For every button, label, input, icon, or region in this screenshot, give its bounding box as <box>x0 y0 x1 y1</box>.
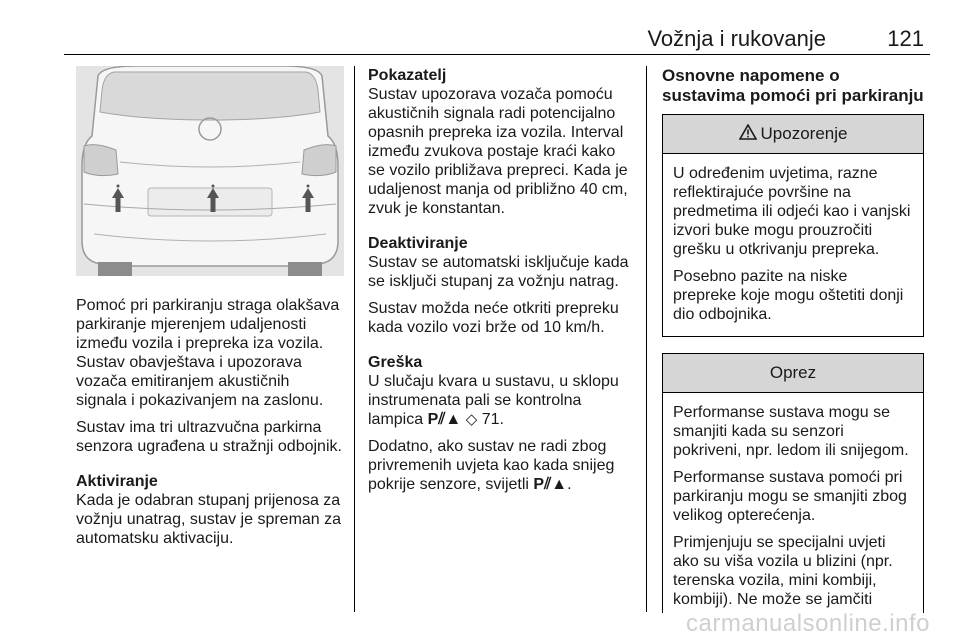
column-divider-1 <box>354 66 355 612</box>
parking-warning-lamp-icon-2: P⫽▲ <box>533 476 568 493</box>
pokazatelj-section <box>368 66 634 218</box>
greska-text: U slučaju kvara u sustavu, u sklopu instrumenata pali se kontrolna lampica <box>368 373 619 428</box>
column-2 <box>368 66 634 506</box>
aktiviranje-section <box>76 472 344 548</box>
caution-paragraph-1: Performanse sustava mogu se smanjiti kada su senzori pokriveni, npr. ledom ili snijegom. <box>673 404 909 459</box>
column-3 <box>662 66 924 613</box>
parking-warning-lamp-icon: P⫽▲ <box>427 411 462 428</box>
caution-box-body <box>663 393 923 613</box>
page-reference-link[interactable]: 71. <box>481 411 504 428</box>
greska-text-2-end: . <box>567 476 572 493</box>
chapter-title: Vožnja i rukovanje <box>647 26 826 51</box>
intro-paragraph-2: Sustav ima tri ultrazvučna parkirna senzora ugrađena u stražnji odbojnik. <box>76 419 342 455</box>
aktiviranje-text: Kada je odabran stupanj prijenosa za vožnju unatrag, sustav je spreman za automatsku aktivaciju. <box>76 492 342 547</box>
page-reference-arrow-icon: ◇ <box>465 411 478 428</box>
watermark: carmanualsonline.info <box>686 610 930 637</box>
caution-box-header <box>663 354 923 393</box>
warning-triangle-icon <box>739 124 757 145</box>
warning-paragraph-2: Posebno pazite na niske prepreke koje mogu oštetiti donji dio odbojnika. <box>673 268 904 323</box>
caution-box-title: Oprez <box>769 363 817 382</box>
caution-paragraph-3: Primjenjuju se specijalni uvjeti ako su viša vozila u blizini (npr. terenska vozila, mini kombiji, kombiji). Ne može se jamčiti <box>673 534 893 608</box>
warning-paragraph-1: U određenim uvjetima, razne reflektirajuće površine na predmetima ili odjeći kao i vanjski izvori buke mogu prouzročiti grešku u otkrivanju prepreka. <box>673 165 911 258</box>
warning-box <box>662 114 924 337</box>
greska-paragraph-2 <box>368 437 634 494</box>
deaktiviranje-paragraph-1: Sustav se automatski isključuje kada se isključi stupanj za vožnju natrag. <box>368 254 629 290</box>
section-title: Osnovne napomene o sustavima pomoći pri parkiranju <box>662 66 924 105</box>
car-rear-parking-sensors-illustration <box>76 66 344 276</box>
caution-box <box>662 353 924 613</box>
intro-paragraph-1: Pomoć pri parkiranju straga olakšava parkiranje mjerenjem udaljenosti između vozila i prepreka iza vozila. Sustav obavještava i upozorava vozača emitiranjem akustičnih signala i pokazivanjem na zaslonu. <box>76 297 340 409</box>
deaktiviranje-section <box>368 234 634 337</box>
caution-paragraph-2: Performanse sustava pomoći pri parkiranju mogu se smanjiti zbog velikog opterećenja. <box>673 469 907 524</box>
greska-text-2: Dodatno, ako sustav ne radi zbog privremenih uvjeta kao kada snijeg pokrije senzore, svijetli <box>368 438 615 493</box>
warning-box-title: Upozorenje <box>760 124 848 143</box>
deaktiviranje-heading: Deaktiviranje <box>368 235 468 252</box>
aktiviranje-heading: Aktiviranje <box>76 473 158 490</box>
pokazatelj-text: Sustav upozorava vozača pomoću akustičnih signala radi potencijalno opasnih prepreka iza vozila. Interval između zvukova postaje kraći kako se vozilo približava prepreci. Kada je udaljenost manja od približno 40 cm, zvuk je konstantan. <box>368 86 628 217</box>
warning-box-body <box>663 154 923 336</box>
column-divider-2 <box>646 66 647 612</box>
intro-section <box>76 296 344 456</box>
pokazatelj-heading: Pokazatelj <box>368 67 447 84</box>
greska-section <box>368 353 634 494</box>
deaktiviranje-paragraph-2: Sustav možda neće otkriti prepreku kada vozilo vozi brže od 10 km/h. <box>368 300 619 336</box>
greska-paragraph-1 <box>368 372 634 429</box>
greska-heading: Greška <box>368 354 423 371</box>
column-1 <box>76 66 344 556</box>
warning-box-header <box>663 115 923 154</box>
page-header <box>64 0 930 55</box>
page-number: 121 <box>887 26 924 51</box>
